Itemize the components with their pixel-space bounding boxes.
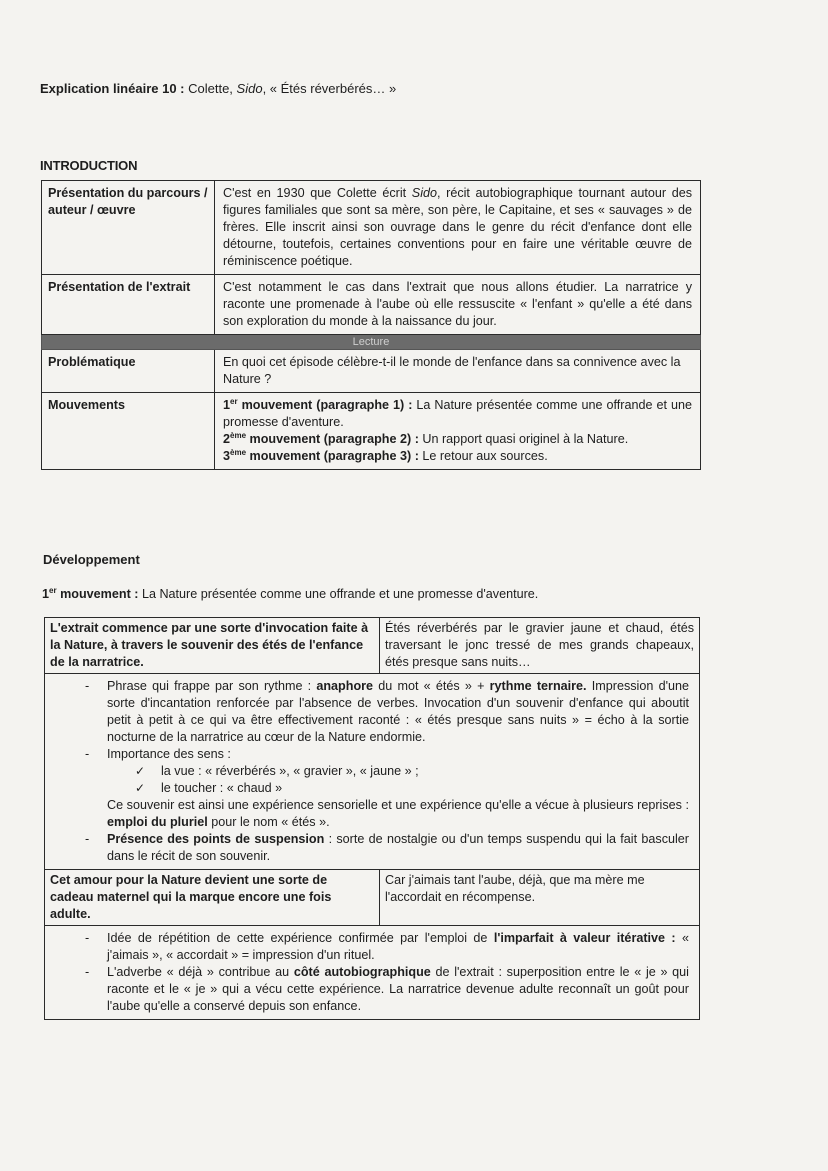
row-label: Présentation du parcours / auteur / œuvre <box>42 181 215 275</box>
comment-item: - L'adverbe « déjà » contribue au côté autobiographique de l'extrait : superposition entre le « je » qui raconte et le « je » qui a vécu cette expérience. La narratrice devenue adulte reconnaît un goût pour l'aube qu'elle a conservé depuis son enfance. <box>85 964 689 1015</box>
comment-item: - Importance des sens : ✓ la vue : « réverbérés », « gravier », « jaune » ; ✓ le toucher : « chaud » <box>85 746 689 797</box>
intro-row-mouvements <box>42 393 701 470</box>
row-value: C'est en 1930 que Colette écrit Sido, récit autobiographique tournant autour des figures familiales que sont sa mère, son père, le Capitaine, et ses « sauvages » de frères. Elle inscrit ainsi son ouvrage dans le genre du récit d'enfance dont elle détourne, toutefois, certaines conventions pour en faire une véritable œuvre de réminiscence poétique. <box>215 181 701 275</box>
row-value: En quoi cet épisode célèbre-t-il le monde de l'enfance dans sa connivence avec la Nature ? <box>215 350 701 393</box>
row-value: C'est notamment le cas dans l'extrait que nous allons étudier. La narratrice y raconte une promenade à l'aube où elle ressuscite « l'enfant » qu'elle a été dans son exploration du monde à la naissance du jour. <box>215 275 701 335</box>
analysis-comment <box>45 674 700 870</box>
comment-item: - Idée de répétition de cette expérience confirmée par l'emploi de l'imparfait à valeur itérative : « j'aimais », « accordait » = impression d'un rituel. <box>85 930 689 964</box>
lecture-label: Lecture <box>42 335 701 350</box>
intro-heading: INTRODUCTION <box>40 158 138 173</box>
title-author: Colette, <box>184 81 237 96</box>
lecture-banner <box>42 335 701 350</box>
title-bold: Explication linéaire 10 : <box>40 81 185 96</box>
analysis-comment-row <box>45 926 700 1020</box>
mouvement-item: 3ème mouvement (paragraphe 3) : Le retour aux sources. <box>223 447 548 463</box>
intro-table <box>41 180 701 470</box>
mouvement-item: 1er mouvement (paragraphe 1) : La Nature présentée comme une offrande et une promesse d'aventure. <box>223 396 692 429</box>
analysis-table <box>44 617 700 1020</box>
intro-row-presentation <box>42 181 701 275</box>
row-value <box>215 393 701 470</box>
analysis-row <box>45 870 700 926</box>
mouvement-1-heading: 1er mouvement : La Nature présentée comme une offrande et une promesse d'aventure. <box>42 585 539 601</box>
check-icon: ✓ <box>135 764 146 778</box>
analysis-claim: Cet amour pour la Nature devient une sorte de cadeau maternel qui la marque encore une fois adulte. <box>45 870 380 926</box>
mouvement-item: 2ème mouvement (paragraphe 2) : Un rapport quasi originel à la Nature. <box>223 430 629 446</box>
title-work: Sido <box>236 81 263 96</box>
check-item: ✓ le toucher : « chaud » <box>135 781 283 795</box>
intro-row-problematique <box>42 350 701 393</box>
developpement-heading: Développement <box>43 552 140 567</box>
analysis-row <box>45 618 700 674</box>
comment-item: - Phrase qui frappe par son rythme : anaphore du mot « étés » + rythme ternaire. Impression d'une sorte d'incantation renforcée par l'absence de verbes. Invocation d'un souvenir d'enfance qui aboutit petit à petit à ce qui va être effectivement raconté : « étés presque sans nuits » = écho à la sortie nocturne de la narratrice au cœur de la Nature endormie. <box>85 678 689 746</box>
analysis-comment-row <box>45 674 700 870</box>
row-label: Présentation de l'extrait <box>42 275 215 335</box>
row-label: Mouvements <box>42 393 215 470</box>
analysis-claim: L'extrait commence par une sorte d'invocation faite à la Nature, à travers le souvenir des étés de l'enfance de la narratrice. <box>45 618 380 674</box>
title-excerpt: , « Étés réverbérés… » <box>262 81 397 96</box>
comment-item: - Présence des points de suspension : sorte de nostalgie ou d'un temps suspendu qui la fait basculer dans le récit de son souvenir. <box>85 831 689 865</box>
intro-row-extrait <box>42 275 701 335</box>
text-quote: Étés réverbérés par le gravier jaune et chaud, étés traversant le jonc tressé de mes grands chapeaux, étés presque sans nuits… <box>380 618 700 674</box>
analysis-comment <box>45 926 700 1020</box>
comment-paragraph: Ce souvenir est ainsi une expérience sensorielle et une expérience qu'elle a vécue à plusieurs reprises : emploi du pluriel pour le nom « étés ». <box>107 798 689 829</box>
check-item: ✓ la vue : « réverbérés », « gravier », « jaune » ; <box>135 764 419 778</box>
text-quote: Car j'aimais tant l'aube, déjà, que ma mère me l'accordait en récompense. <box>380 870 700 926</box>
row-label: Problématique <box>42 350 215 393</box>
document-title <box>40 81 396 96</box>
check-icon: ✓ <box>135 781 146 795</box>
